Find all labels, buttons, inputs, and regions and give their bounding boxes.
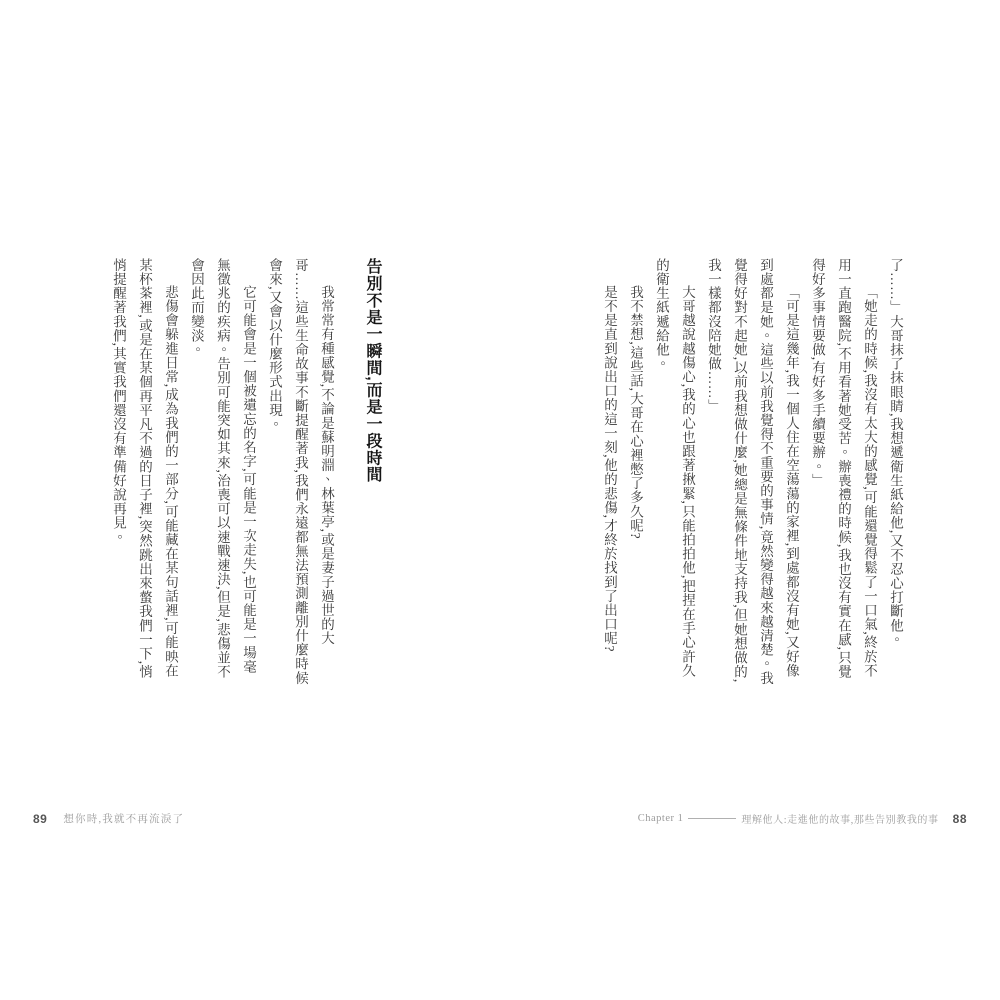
paragraph: 它可能會是一個被遺忘的名字,可能是一次走失,也可能是一場毫無徵兆的疾病。告別可能突如其來,治喪可以速戰速決,但是,悲傷並不會因此而變淡。 xyxy=(189,258,256,679)
paragraph: 大哥越說越傷心,我的心也跟著揪緊,只能拍拍他,把捏在手心許久的衛生紙遞給他。 xyxy=(654,258,695,678)
paragraph: 「可是這幾年,我一個人住在空蕩蕩的家裡,到處都沒有她,又好像到處都是她。這些以前我覺得不重要的事情,竟然變得越來越清楚。我覺得好對不起她,以前我想做什麼,她總是無條件地支持我,但她想做的,我一樣都沒陪她做……」 xyxy=(706,258,799,685)
book-title: 想你時,我就不再流淚了 xyxy=(63,814,185,825)
paragraph: 悲傷會躲進日常,成為我們的一部分,可能藏在某句話裡,可能映在某杯茶裡,或是在某個再平凡不過的日子裡,突然跳出來螫我們一下,悄悄提醒著我們,其實我們還沒有準備好說再見。 xyxy=(111,258,178,679)
paragraph: 是不是直到說出口的這一刻,他的悲傷,才終於找到了出口呢? xyxy=(602,285,617,653)
paragraph: 了……」大哥抹了抹眼睛,我想遞衛生紙給他,又不忍心打斷他。 xyxy=(888,258,903,647)
page-88-footer xyxy=(638,811,967,826)
page-number-88: 88 xyxy=(952,811,967,826)
chapter-label: Chapter 1 xyxy=(637,813,684,824)
page-89-footer xyxy=(33,811,184,826)
section-heading: 告別不是一瞬間,而是一段時間 xyxy=(364,258,381,484)
page-89-text-block xyxy=(105,258,386,686)
chapter-title: 理解他人:走進他的故事,那些告別教我的事 xyxy=(741,815,939,826)
page-number-89: 89 xyxy=(33,811,48,826)
footer-dash-rule xyxy=(688,818,736,819)
paragraph: 我不禁想,這些話,大哥在心裡憋了多久呢? xyxy=(628,285,643,540)
page-88-text-block xyxy=(596,258,908,686)
paragraph: 我常常有種感覺,不論是蘇明淵、林葉亭,或是妻子過世的大哥……這些生命故事不斷提醒著我,我們永遠都無法預測離別什麼時候會來,又會以什麼形式出現。 xyxy=(267,258,334,685)
paragraph: 「她走的時候,我沒有太大的感覺,可能還覺得鬆了一口氣,終於不用一直跑醫院,不用看著她受苦。辦喪禮的時候,我也沒有實在感,只覺得好多事情要做,有好多手續要辦。」 xyxy=(810,258,877,679)
